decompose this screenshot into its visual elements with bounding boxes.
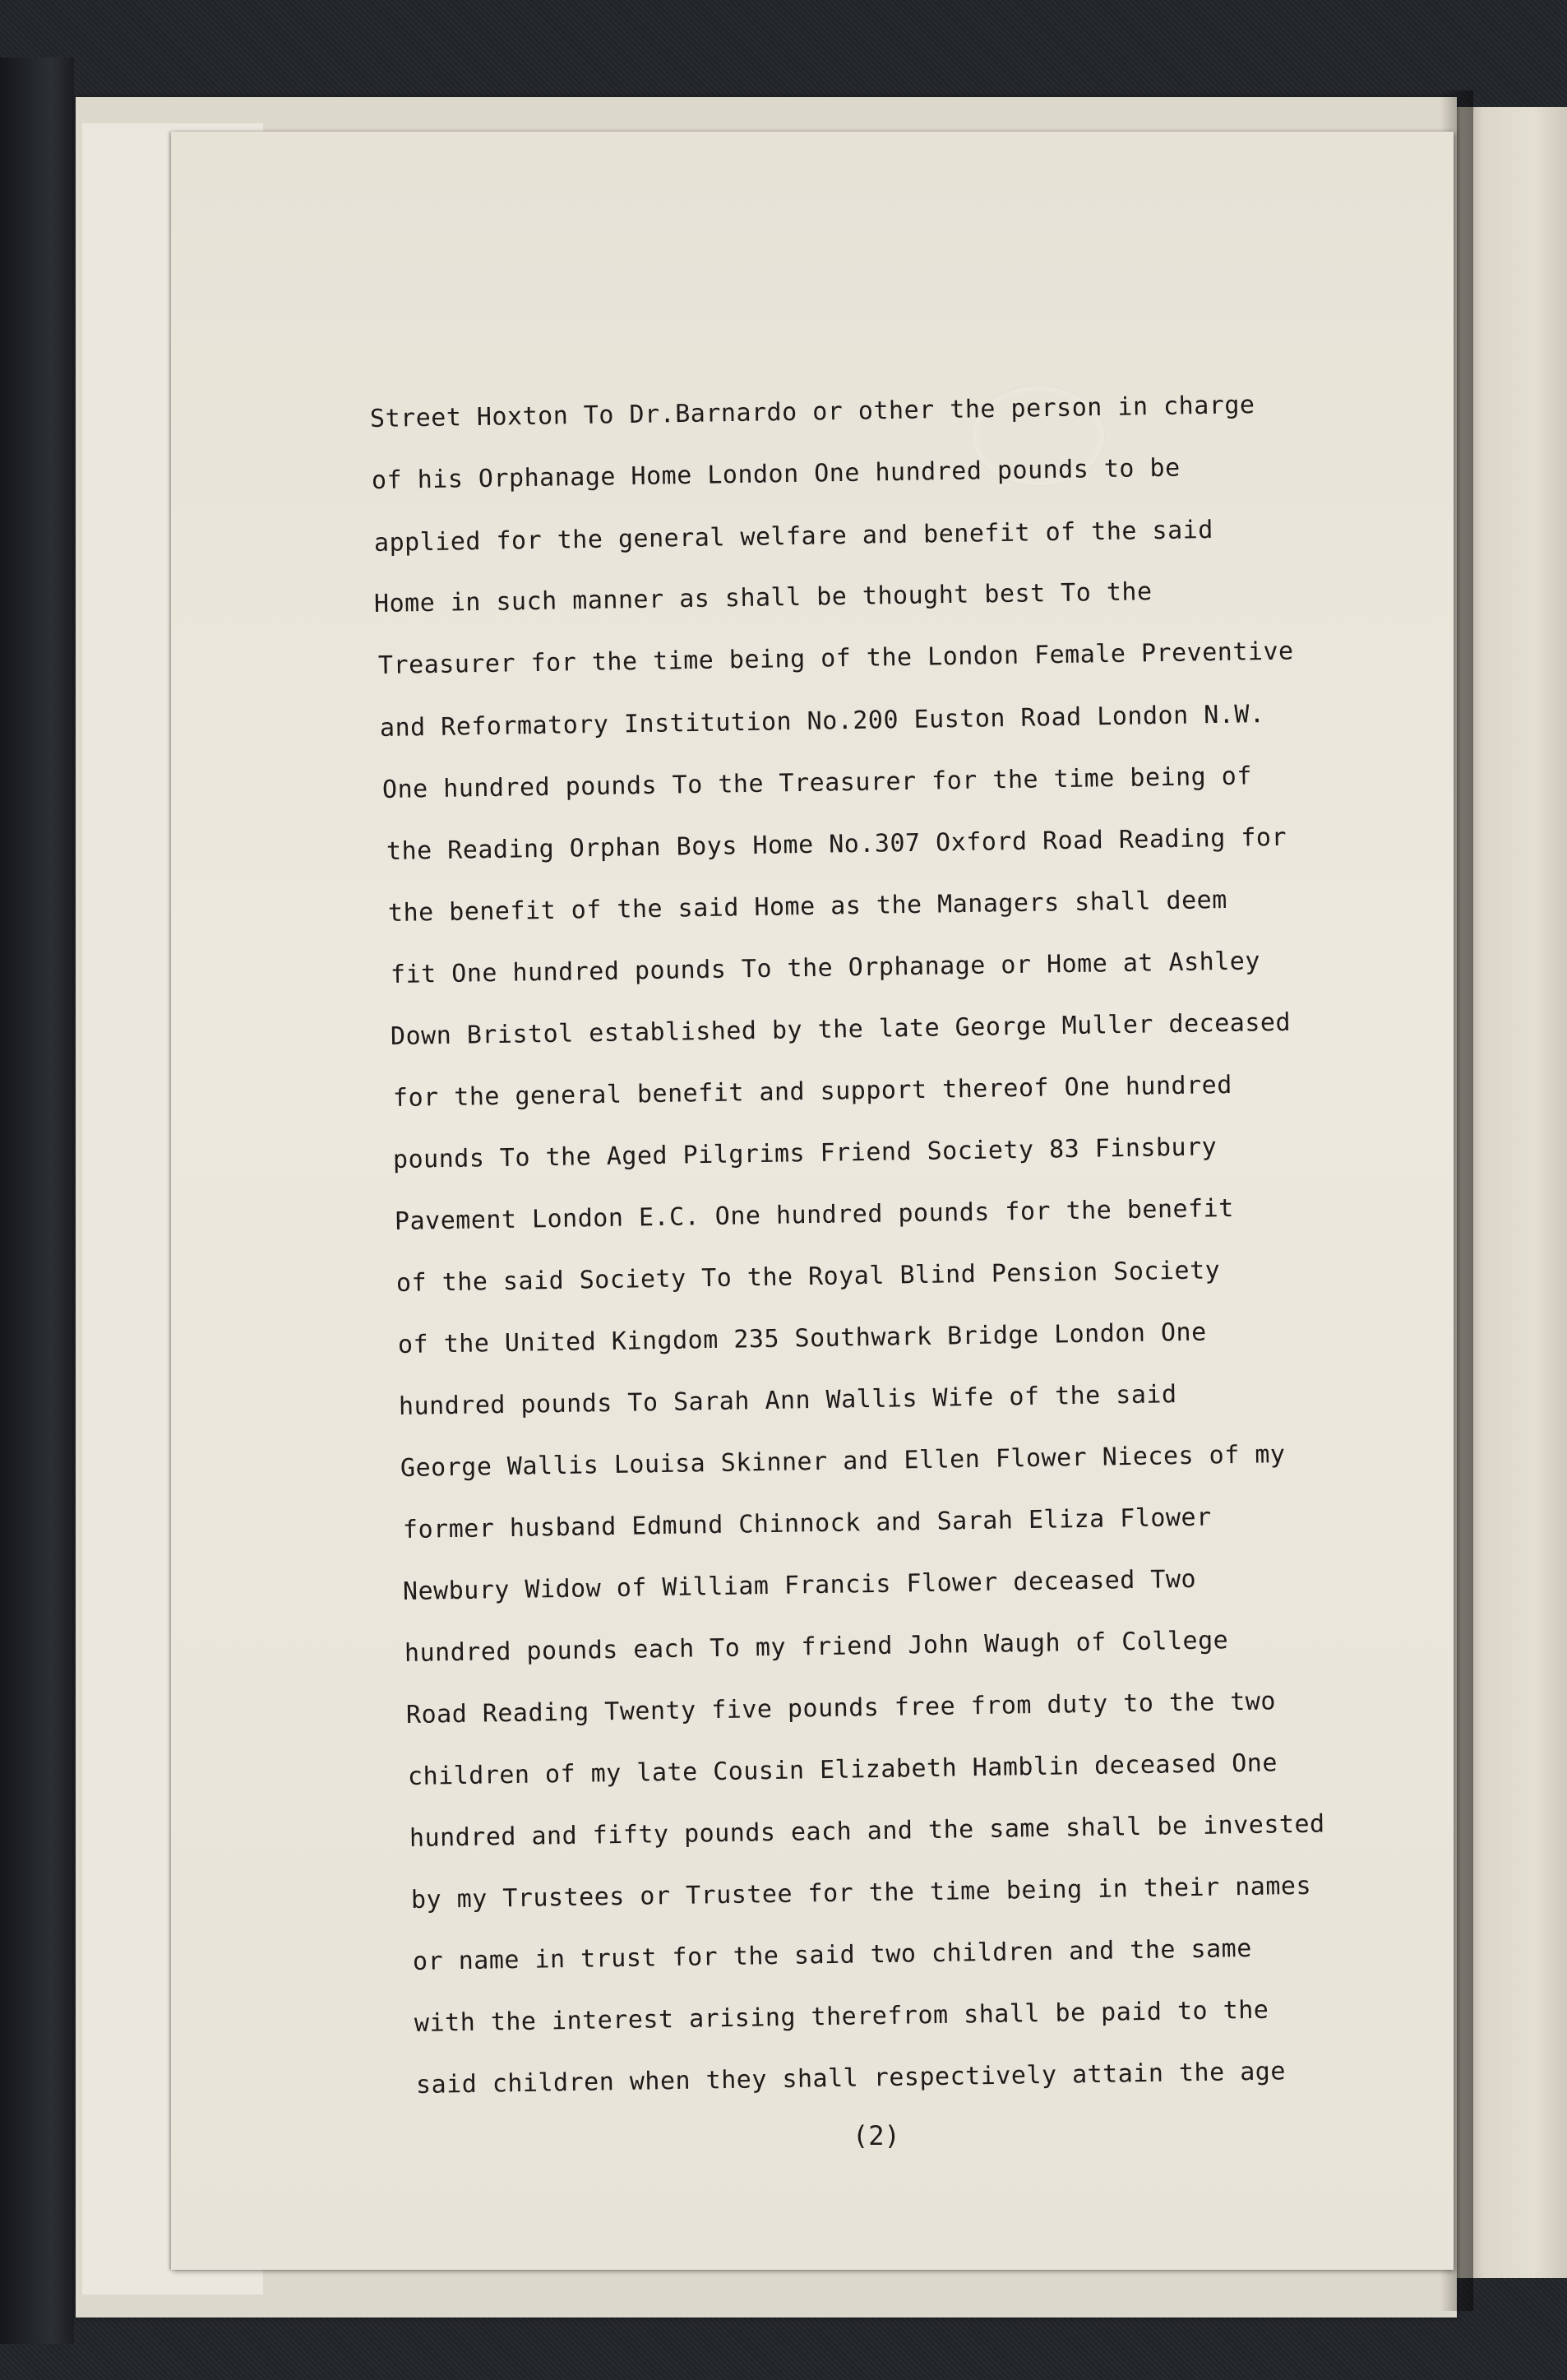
text-line: Road Reading Twenty five pounds free from duty to the two xyxy=(405,1687,1277,1729)
text-line: of the said Society To the Royal Blind Pension Society xyxy=(395,1256,1221,1298)
text-line: Home in such manner as shall be thought best To the xyxy=(373,577,1153,618)
text-line: applied for the general welfare and benefit of the said xyxy=(373,515,1214,558)
text-line: hundred pounds To Sarah Ann Wallis Wife of the said xyxy=(398,1380,1177,1421)
text-line: or name in trust for the said two children and the same xyxy=(412,1933,1253,1976)
text-line: Down Bristol established by the late George Muller deceased xyxy=(390,1007,1292,1051)
text-line: hundred and fifty pounds each and the same shall be invested xyxy=(409,1809,1325,1853)
text-line: Newbury Widow of William Francis Flower deceased Two xyxy=(402,1564,1197,1606)
text-line: hundred pounds each To my friend John Waugh of College xyxy=(404,1626,1229,1668)
text-line: George Wallis Louisa Skinner and Ellen Flower Nieces of my xyxy=(400,1440,1286,1483)
text-line: former husband Edmund Chinnock and Sarah Eliza Flower xyxy=(402,1503,1212,1544)
text-line: of the United Kingdom 235 Southwark Bridge London One xyxy=(397,1317,1207,1359)
text-line: pounds To the Aged Pilgrims Friend Society 83 Finsbury xyxy=(392,1132,1218,1174)
text-line: the Reading Orphan Boys Home No.307 Oxford Road Reading for xyxy=(386,822,1287,866)
text-line: children of my late Cousin Elizabeth Hamblin deceased One xyxy=(407,1748,1278,1791)
text-line: said children when they shall respectively attain the age xyxy=(415,2057,1287,2100)
text-line: the benefit of the said Home as the Managers shall deem xyxy=(387,885,1228,928)
text-line: fit One hundred pounds To the Orphanage or Home at Ashley xyxy=(390,947,1261,989)
text-line: Pavement London E.C. One hundred pounds for the benefit xyxy=(394,1193,1235,1236)
text-line: Treasurer for the time being of the London Female Preventive xyxy=(377,637,1294,680)
text-line: One hundred pounds To the Treasurer for the time being of xyxy=(381,762,1253,804)
page-number: (2) xyxy=(853,2120,900,2151)
text-line: with the interest arising therefrom shall be paid to the xyxy=(414,1995,1269,2038)
text-line: and Reformatory Institution No.200 Euston Road London N.W. xyxy=(379,700,1265,743)
text-line: of his Orphanage Home London One hundred pounds to be xyxy=(371,453,1181,495)
text-line: Street Hoxton To Dr.Barnardo or other the person in charge xyxy=(369,391,1255,433)
text-line: for the general benefit and support thereof One hundred xyxy=(392,1070,1233,1113)
text-line: by my Trustees or Trustee for the time being in their names xyxy=(410,1871,1312,1915)
